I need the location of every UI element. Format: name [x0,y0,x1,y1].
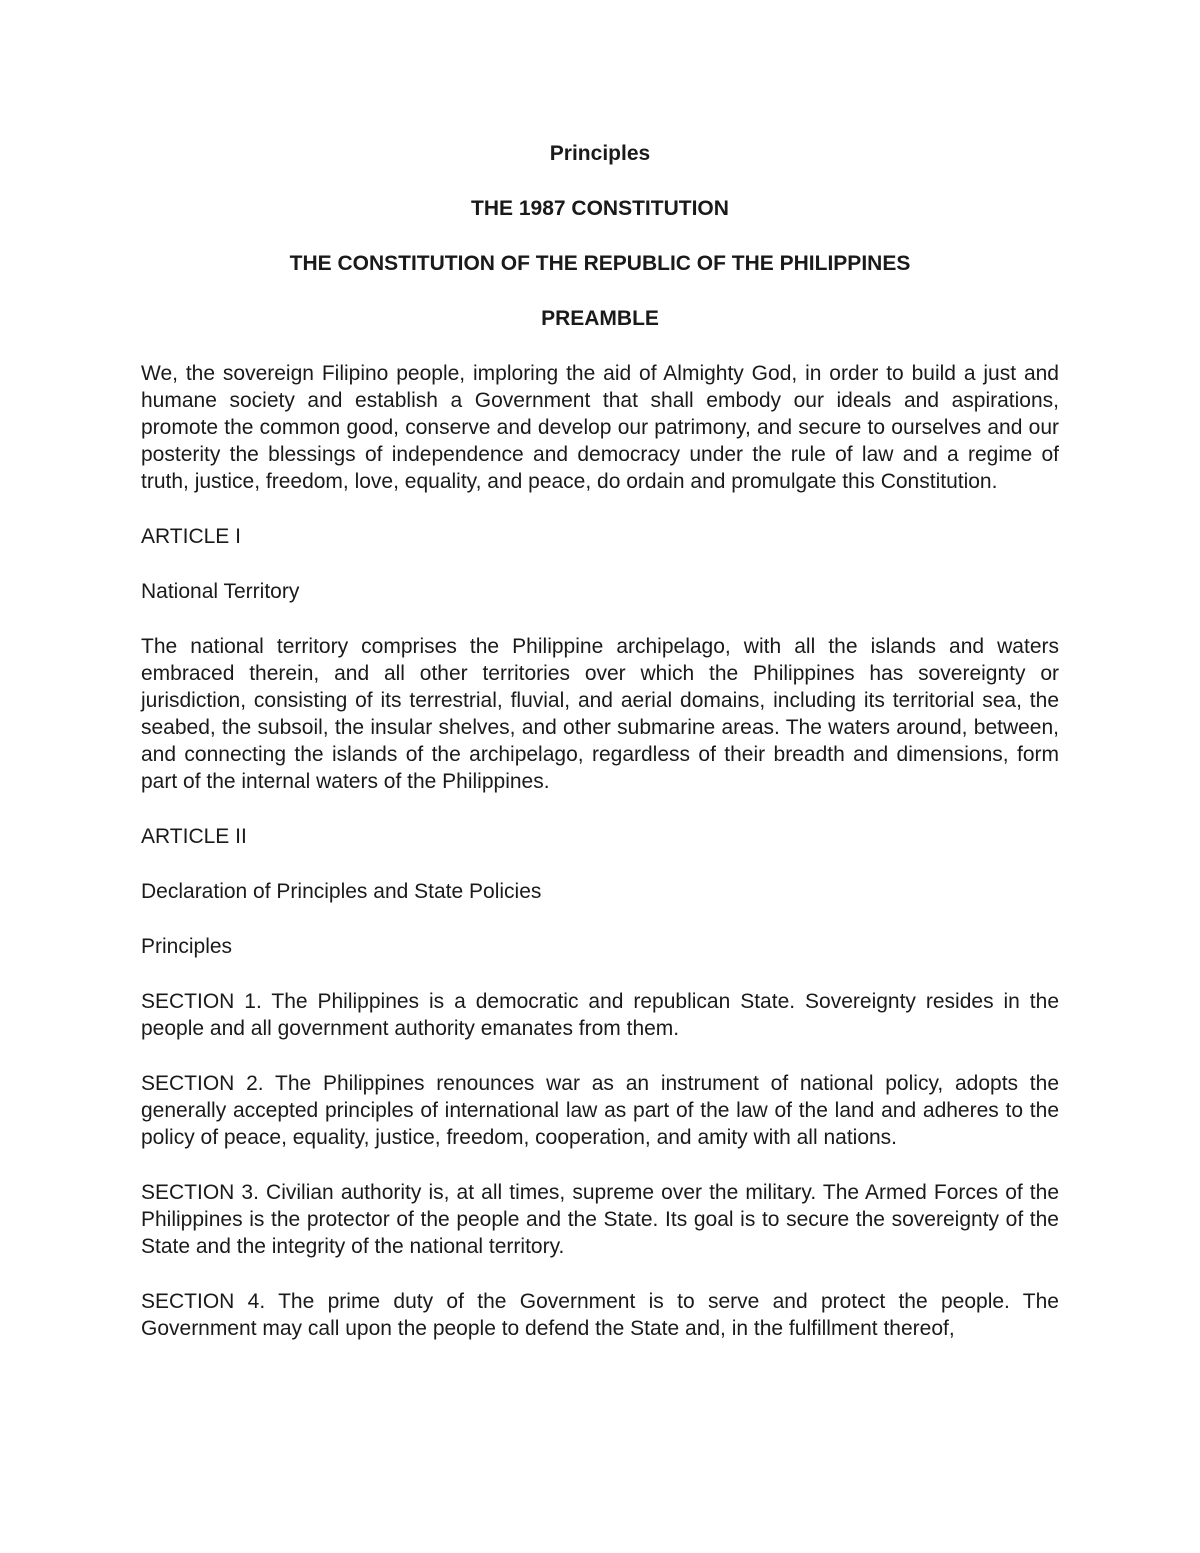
constitution-full-title: THE CONSTITUTION OF THE REPUBLIC OF THE PHILIPPINES [289,252,911,275]
section-1: SECTION 1. The Philippines is a democratic and republican State. Sovereignty resides in the people and all government authority emanates from them. [141,990,1059,1040]
document-body [141,137,1059,1370]
article-1-text: The national territory comprises the Philippine archipelago, with all the islands and waters embraced therein, and all other territories over which the Philippines has sovereignty or jurisdiction, consisting of its terrestrial, fluvial, and aerial domains, including its territorial sea, the seabed, the subsoil, the insular shelves, and other submarine areas. The waters around, between, and connecting the islands of the archipelago, regardless of their breadth and dimensions, form part of the internal waters of the Philippines. [141,635,1059,793]
section-3: SECTION 3. Civilian authority is, at all times, supreme over the military. The Armed Forces of the Philippines is the protector of the people and the State. Its goal is to secure the sovereignty of the State and the integrity of the national territory. [141,1181,1059,1258]
article-2-subtitle: Principles [141,935,233,958]
document-label: Principles [549,142,651,165]
section-4: SECTION 4. The prime duty of the Government is to serve and protect the people. The Government may call upon the people to defend the State and, in the fulfillment thereof, [141,1290,1059,1340]
article-1-title: National Territory [141,580,300,603]
article-2-label: ARTICLE II [141,825,247,848]
section-2: SECTION 2. The Philippines renounces war as an instrument of national policy, adopts the generally accepted principles of international law as part of the law of the land and adheres to the policy of peace, equality, justice, freedom, cooperation, and amity with all nations. [141,1072,1059,1149]
article-2-title: Declaration of Principles and State Policies [141,880,542,903]
article-1-label: ARTICLE I [141,525,241,548]
preamble-heading: PREAMBLE [541,307,659,330]
constitution-title: THE 1987 CONSTITUTION [471,197,729,220]
preamble-text: We, the sovereign Filipino people, imploring the aid of Almighty God, in order to build a just and humane society and establish a Government that shall embody our ideals and aspirations, promote the common good, conserve and develop our patrimony, and secure to ourselves and our posterity the blessings of independence and democracy under the rule of law and a regime of truth, justice, freedom, love, equality, and peace, do ordain and promulgate this Constitution. [141,362,1059,493]
